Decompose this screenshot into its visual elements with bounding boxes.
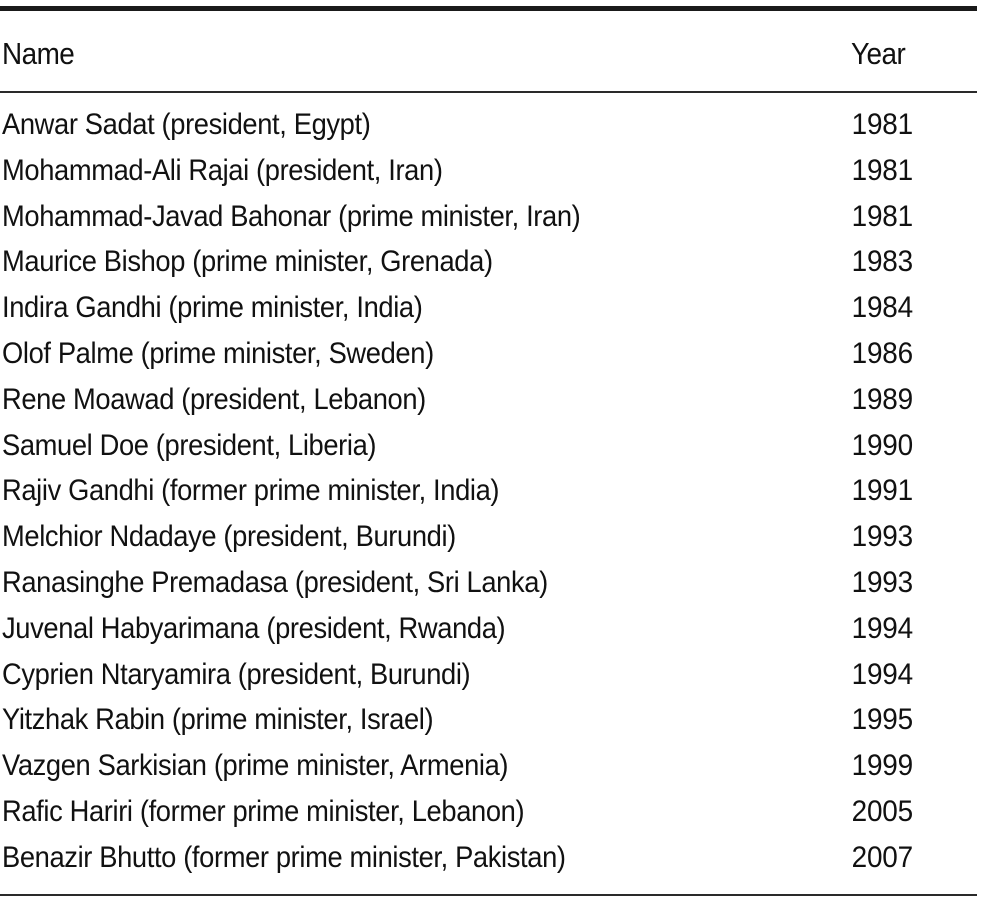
cell-name: Samuel Doe (president, Liberia): [2, 428, 377, 462]
column-header-year: Year: [850, 36, 905, 71]
table-row: [0, 789, 977, 835]
cell-name: Rafic Hariri (former prime minister, Lebanon): [2, 794, 525, 828]
table-top-rule: [0, 6, 977, 11]
table-row: [0, 652, 977, 698]
cell-name: Rene Moawad (president, Lebanon): [2, 382, 426, 416]
cell-name: Mohammad-Ali Rajai (president, Iran): [2, 153, 443, 187]
cell-year: 1984: [851, 291, 913, 325]
table-bottom-rule: [0, 894, 977, 896]
cell-name: Cyprien Ntaryamira (president, Burundi): [2, 657, 471, 691]
table-row: [0, 606, 977, 652]
column-header-name: Name: [2, 36, 75, 71]
cell-year: 1994: [851, 611, 913, 645]
table-row: [0, 331, 977, 377]
cell-year: 2005: [851, 794, 913, 828]
cell-name: Rajiv Gandhi (former prime minister, India): [2, 474, 500, 508]
cell-year: 1991: [851, 474, 913, 508]
cell-year: 1994: [851, 657, 913, 691]
table-header-rule: [0, 91, 977, 93]
table-row: [0, 743, 977, 789]
table-row: [0, 697, 977, 743]
cell-name: Olof Palme (prime minister, Sweden): [2, 336, 434, 370]
cell-year: 1995: [851, 703, 913, 737]
table-row: [0, 468, 977, 514]
table-row: [0, 285, 977, 331]
table-row: [0, 377, 977, 423]
cell-year: 1993: [851, 520, 913, 554]
cell-year: 1999: [851, 749, 913, 783]
cell-name: Indira Gandhi (prime minister, India): [2, 291, 423, 325]
cell-name: Juvenal Habyarimana (president, Rwanda): [2, 611, 506, 645]
cell-year: 1989: [851, 382, 913, 416]
cell-year: 1981: [851, 199, 913, 233]
table-row: [0, 194, 977, 240]
cell-year: 1983: [851, 245, 913, 279]
cell-year: 1981: [851, 108, 913, 141]
table-row: [0, 423, 977, 469]
cell-year: 1990: [851, 428, 913, 462]
table-row: [0, 560, 977, 606]
cell-name: Maurice Bishop (prime minister, Grenada): [2, 245, 493, 279]
cell-name: Ranasinghe Premadasa (president, Sri Lanka): [2, 565, 548, 599]
cell-name: Melchior Ndadaye (president, Burundi): [2, 520, 456, 554]
table-row: [0, 835, 977, 881]
cell-year: 1993: [851, 565, 913, 599]
cell-name: Benazir Bhutto (former prime minister, Pakistan): [2, 840, 566, 874]
table-body: [0, 102, 977, 881]
cell-year: 1986: [851, 336, 913, 370]
table-header-row: [0, 32, 977, 76]
table-row: [0, 239, 977, 285]
cell-year: 2007: [851, 840, 913, 874]
cell-year: 1981: [851, 153, 913, 187]
table-row: [0, 102, 977, 148]
cell-name: Mohammad-Javad Bahonar (prime minister, Iran): [2, 199, 581, 233]
cell-name: Yitzhak Rabin (prime minister, Israel): [2, 703, 434, 737]
cell-name: Anwar Sadat (president, Egypt): [2, 108, 371, 141]
table-row: [0, 514, 977, 560]
table-row: [0, 148, 977, 194]
cell-name: Vazgen Sarkisian (prime minister, Armenia): [2, 749, 509, 783]
